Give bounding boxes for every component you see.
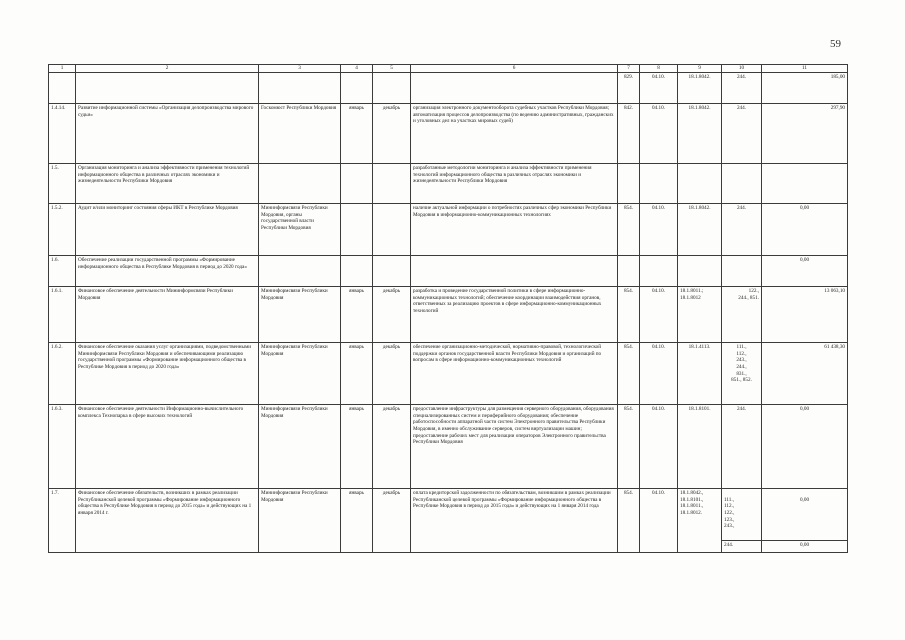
amount: 0,00 <box>762 204 848 256</box>
code-grbs: 842. <box>618 104 640 164</box>
expected-result: наличие актуальной информации о потребностях различных сфер экономики Республики Мордовия в информационно-коммуникационных технологиях <box>411 204 618 256</box>
table-row <box>49 204 848 256</box>
executor: Госкомюст Республики Мордовия <box>259 104 341 164</box>
code-grbs: 854. <box>618 405 640 489</box>
amount-cell <box>762 489 848 553</box>
start-month: январь <box>341 104 373 164</box>
program-table <box>48 64 848 553</box>
code-csr: 18.1.8042. <box>678 73 722 104</box>
code-csr: 18.1.8011.; 18.1.8012 <box>678 287 722 343</box>
executor: Мининформсвязи Республики Мордовия <box>259 405 341 489</box>
code-vr: 244. <box>722 204 762 256</box>
executor <box>259 256 341 287</box>
row-number: 1.6. <box>49 256 76 287</box>
measure-name: Обеспечение реализации государственной программы «Формирование информационного общества в Республике Мордовия в период до 2020 года» <box>76 256 259 287</box>
start-month: январь <box>341 343 373 405</box>
code-csr: 18.1.4113. <box>678 343 722 405</box>
amount-secondary: 0,00 <box>762 540 847 552</box>
code-rzpr: 04.10. <box>640 405 678 489</box>
code-vr: 244. <box>722 405 762 489</box>
amount: 0,00 <box>762 405 848 489</box>
end-month: декабрь <box>373 287 411 343</box>
amount: 297,90 <box>762 104 848 164</box>
code-rzpr <box>640 256 678 287</box>
end-month <box>373 256 411 287</box>
executor: Мининформсвязи Республики Мордовия <box>259 489 341 553</box>
row-number: 1.4.14. <box>49 104 76 164</box>
table-row <box>49 256 848 287</box>
header-row <box>49 65 848 73</box>
code-rzpr: 04.10. <box>640 343 678 405</box>
code-grbs: 829. <box>618 73 640 104</box>
measure-name: Аудит и/или мониторинг состояния сферы ИКТ в Республике Мордовия <box>76 204 259 256</box>
measure-name <box>76 73 259 104</box>
code-grbs <box>618 164 640 204</box>
end-month <box>373 73 411 104</box>
executor: Мининформсвязи Республики Мордовия <box>259 343 341 405</box>
executor: Мининформсвязи Республики Мордовия, органы государственной власти Республики Мордовия <box>259 204 341 256</box>
code-grbs: 854. <box>618 287 640 343</box>
end-month: декабрь <box>373 343 411 405</box>
code-csr: 18.1.8042. <box>678 104 722 164</box>
code-vr <box>722 256 762 287</box>
amount: 13 063,10 <box>762 287 848 343</box>
expected-result: разработанные методологии мониторинга и анализа эффективности применения технологий информационного общества в различных отраслях экономики и жизнедеятельности Республики Мордовия <box>411 164 618 204</box>
code-vr: 244. <box>722 104 762 164</box>
measure-name: Финансовое обеспечение обязательств, возникших в рамках реализации Республиканской целевой программы «Формирование информационного общества в Республике Мордовия в период до 2015 года» и действующих на 1 января 2014 г. <box>76 489 259 553</box>
header-cell: 8 <box>640 65 678 73</box>
table-row <box>49 164 848 204</box>
code-rzpr: 04.10. <box>640 287 678 343</box>
amount: 0,00 <box>799 496 810 503</box>
expected-result <box>411 73 618 104</box>
code-rzpr: 04.10. <box>640 104 678 164</box>
executor: Мининформсвязи Республики Мордовия <box>259 287 341 343</box>
expected-result: разработка и проведение государственной политики в сфере информационно-коммуникационных технологий; обеспечение координации взаимодействия органов, ответственных за реализацию проектов в сфере информационно-коммуникационных технологий <box>411 287 618 343</box>
code-grbs: 854. <box>618 489 640 553</box>
code-vr: 111., 112., 122., 123., 243., <box>724 496 735 530</box>
executor <box>259 73 341 104</box>
row-number: 1.6.3. <box>49 405 76 489</box>
measure-name: Финансовое обеспечение деятельности Мининформсвязи Республики Мордовия <box>76 287 259 343</box>
code-vr: 122., 244., 851. <box>722 287 762 343</box>
amount <box>762 164 848 204</box>
header-cell: 7 <box>618 65 640 73</box>
table-row <box>49 489 848 553</box>
start-month <box>341 164 373 204</box>
header-cell: 5 <box>373 65 411 73</box>
row-number: 1.7. <box>49 489 76 553</box>
header-cell: 2 <box>76 65 259 73</box>
row-number <box>49 73 76 104</box>
end-month <box>373 164 411 204</box>
code-grbs: 854. <box>618 343 640 405</box>
row-number: 1.6.2. <box>49 343 76 405</box>
start-month: январь <box>341 287 373 343</box>
executor <box>259 164 341 204</box>
end-month: декабрь <box>373 104 411 164</box>
header-cell: 1 <box>49 65 76 73</box>
measure-name: Финансовое обеспечение деятельности Информационно-вычислительного комплекса Технопарка в сфере высоких технологий <box>76 405 259 489</box>
table-row <box>49 405 848 489</box>
expected-result: обеспечение организационно-методической, нормативно-правовой, технологической поддержки органов государственной власти Республики Мордовия и организаций по вопросам в сфере информационно-коммуникационных технологий <box>411 343 618 405</box>
start-month <box>341 73 373 104</box>
code-grbs <box>618 256 640 287</box>
code-csr: 18.1.8101. <box>678 405 722 489</box>
amount: 185,00 <box>762 73 848 104</box>
code-csr: 18.1.8042., 18.1.8101., 18.1.8011., 18.1.8012. <box>678 489 722 553</box>
amount: 61 438,30 <box>762 343 848 405</box>
header-cell: 3 <box>259 65 341 73</box>
measure-name: Финансовое обеспечение оказания услуг организациями, подведомственными Мининформсвязи Республики Мордовия и обеспечивающими реализацию государственной программы «Формирование информационного общества в Республике Мордовия в период до 2020 года» <box>76 343 259 405</box>
row-number: 1.6.1. <box>49 287 76 343</box>
expected-result: организация электронного документооборота судебных участков Республики Мордовия; автоматизация процессов делопроизводства (по ведению административных, гражданских и уголовных дел на участках мировых судей) <box>411 104 618 164</box>
measure-name: Развитие информационной системы «Организация делопроизводства мирового судьи» <box>76 104 259 164</box>
row-number: 1.5.2. <box>49 204 76 256</box>
table-row <box>49 287 848 343</box>
header-cell: 4 <box>341 65 373 73</box>
code-vr: 111., 112., 243., 244., 831., 851., 852. <box>722 343 762 405</box>
expected-result <box>411 256 618 287</box>
table-row <box>49 104 848 164</box>
table-row <box>49 343 848 405</box>
code-csr <box>678 256 722 287</box>
expected-result: оплата кредиторской задолженности по обязательствам, возникшим в рамках реализации Республиканской целевой программы «Формирование информационного общества в Республике Мордовия в период до 2015 года» и действующих на 1 января 2014 года <box>411 489 618 553</box>
measure-name: Организация мониторинга и анализа эффективности применения технологий информационного общества в различных отраслях экономики и жизнедеятельности Республики Мордовия <box>76 164 259 204</box>
code-rzpr: 04.10. <box>640 204 678 256</box>
start-month <box>341 204 373 256</box>
code-vr: 244. <box>722 73 762 104</box>
code-grbs: 854. <box>618 204 640 256</box>
code-rzpr <box>640 164 678 204</box>
end-month <box>373 204 411 256</box>
end-month: декабрь <box>373 489 411 553</box>
header-cell: 9 <box>678 65 722 73</box>
start-month <box>341 256 373 287</box>
code-csr: 18.1.8042. <box>678 204 722 256</box>
code-vr-secondary: 244. <box>722 540 761 552</box>
code-csr <box>678 164 722 204</box>
header-cell: 10 <box>722 65 762 73</box>
header-cell: 11 <box>762 65 848 73</box>
code-rzpr: 04.10. <box>640 73 678 104</box>
header-cell: 6 <box>411 65 618 73</box>
amount: 0,00 <box>762 256 848 287</box>
code-vr-cell <box>722 489 762 553</box>
table-row <box>49 73 848 104</box>
code-rzpr: 04.10. <box>640 489 678 553</box>
expected-result: предоставление инфраструктуры для размещения серверного оборудования, оборудования специализированных систем и периферийного оборудования; обеспечение работоспособности аппаратной части систем Электронного правительства Республики Мордовия, в именно обслуживание серверов, систем виртуализации машин; предоставление рабочих мест для реализации операторов Электронного правительства Республики Мордовия <box>411 405 618 489</box>
row-number: 1.5. <box>49 164 76 204</box>
start-month: январь <box>341 405 373 489</box>
end-month: декабрь <box>373 405 411 489</box>
start-month: январь <box>341 489 373 553</box>
code-vr <box>722 164 762 204</box>
page-number: 59 <box>830 38 841 50</box>
